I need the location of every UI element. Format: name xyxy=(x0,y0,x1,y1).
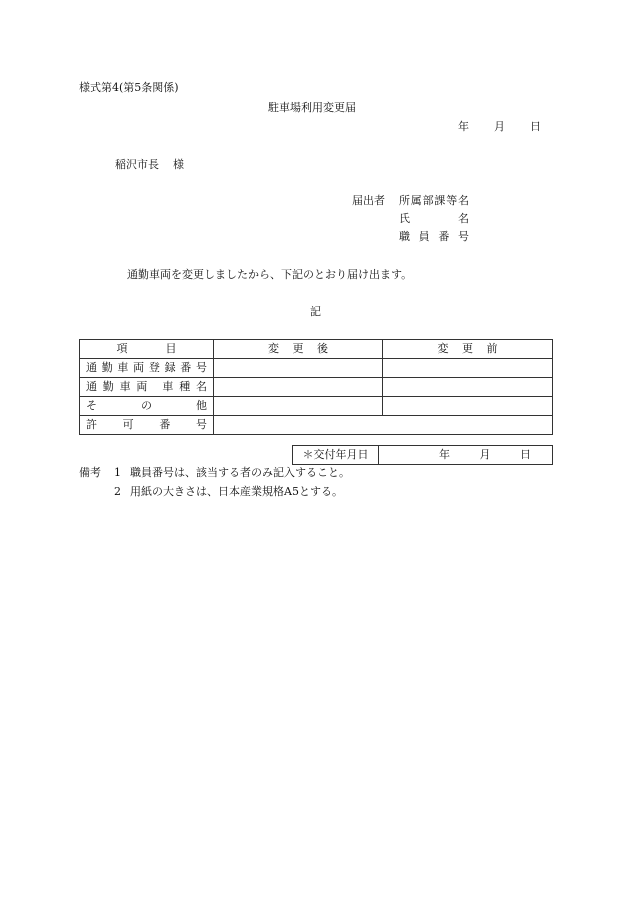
addressee-honorific: 様 xyxy=(173,158,184,171)
submitter-field-department: 所属部課等名 xyxy=(399,194,469,207)
issue-date-year: 年 xyxy=(439,448,450,461)
notes-label: 備考 xyxy=(79,466,101,479)
header-cell-after: 変更後 xyxy=(214,340,383,359)
permit-number-cell[interactable] xyxy=(214,416,553,435)
note-1-text: 職員番号は、該当する者のみ記入すること。 xyxy=(130,466,350,479)
date-year: 年 xyxy=(458,120,469,133)
submitter-label: 届出者 xyxy=(352,194,385,207)
date-month: 月 xyxy=(494,120,505,133)
header-cell-before: 変更前 xyxy=(383,340,553,359)
issue-date-day: 日 xyxy=(520,448,531,461)
issue-date-box xyxy=(292,445,553,465)
table-row xyxy=(80,416,553,435)
submitter-field-name: 氏名 xyxy=(399,212,469,225)
after-value-cell[interactable] xyxy=(214,378,383,397)
ki-label: 記 xyxy=(310,305,321,318)
note-1-number: 1 xyxy=(114,466,121,479)
issue-date-value[interactable] xyxy=(379,446,553,465)
issue-date-label: ＊交付年月日 xyxy=(293,446,379,465)
page-title: 駐車場利用変更届 xyxy=(268,101,356,114)
date-day: 日 xyxy=(530,120,541,133)
form-label: 様式第4(第5条関係) xyxy=(79,81,179,94)
addressee-name: 稲沢市長 xyxy=(115,158,159,171)
table-header-row xyxy=(80,340,553,359)
row-label: 通勤車両登録番号 xyxy=(80,359,214,378)
after-value-cell[interactable] xyxy=(214,359,383,378)
issue-date-month: 月 xyxy=(479,448,491,461)
before-value-cell[interactable] xyxy=(383,378,553,397)
change-table xyxy=(79,339,553,435)
before-value-cell[interactable] xyxy=(383,397,553,416)
note-2-number: 2 xyxy=(114,485,121,498)
table-row xyxy=(80,359,553,378)
table-row xyxy=(80,378,553,397)
row-label: 通勤車両 車種名 xyxy=(80,378,214,397)
intro-text: 通勤車両を変更しましたから、下記のとおり届け出ます。 xyxy=(127,268,413,281)
row-label: 許可番号 xyxy=(80,416,214,435)
after-value-cell[interactable] xyxy=(214,397,383,416)
header-cell-item: 項目 xyxy=(80,340,214,359)
table-row xyxy=(80,397,553,416)
row-label: その他 xyxy=(80,397,214,416)
note-2-text: 用紙の大きさは、日本産業規格A5とする。 xyxy=(130,485,343,498)
before-value-cell[interactable] xyxy=(383,359,553,378)
submitter-field-employee-number: 職員番号 xyxy=(399,230,469,243)
